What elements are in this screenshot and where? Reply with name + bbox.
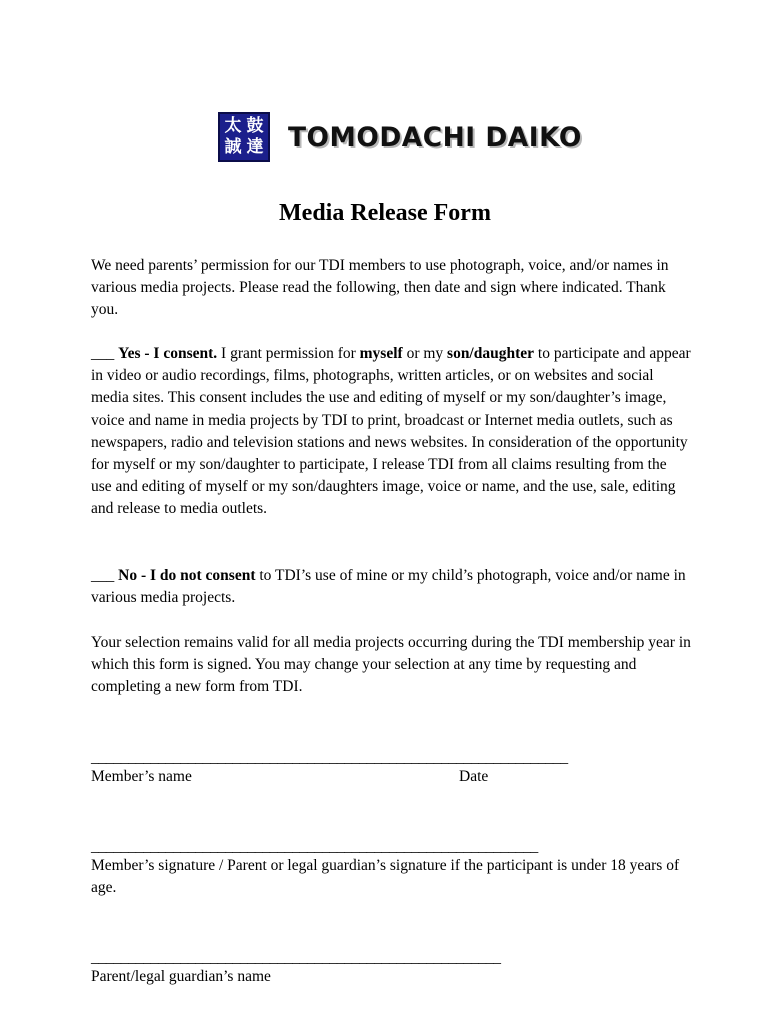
consent-yes-blank[interactable]: ___	[91, 345, 115, 362]
tomodachi-daiko-logo	[218, 112, 588, 162]
consent-no-text: to TDI’s use of mine or my child’s photograph, voice and/or name in various media projects.	[91, 567, 686, 607]
consent-no-blank[interactable]: ___	[91, 567, 115, 584]
emphasis-son-daughter: son/daughter	[447, 345, 535, 362]
member-signature-line[interactable]: ____________________________________________________________	[91, 838, 539, 855]
guardian-name-line[interactable]: _______________________________________________________	[91, 949, 501, 966]
page-title: Media Release Form	[279, 200, 491, 226]
consent-yes-paragraph	[91, 343, 691, 521]
member-signature-label: Member’s signature / Parent or legal guardian’s signature if the participant is under 18 years of age.	[91, 857, 680, 896]
consent-no-heading: No - I do not consent	[118, 567, 256, 584]
date-label: Date	[459, 768, 489, 785]
consent-yes-heading: Yes - I consent.	[118, 345, 218, 362]
validity-paragraph: Your selection remains valid for all media projects occurring during the TDI membership year in which this form is signed. You may change your selection at any time by requesting and completing a new form from TDI.	[91, 634, 691, 696]
kanji-char: 太	[224, 116, 242, 136]
guardian-name-label: Parent/legal guardian’s name	[91, 968, 271, 985]
kanji-emblem-icon	[218, 112, 270, 162]
emphasis-myself: myself	[359, 345, 403, 362]
member-name-label: Member’s name	[91, 768, 192, 785]
kanji-char: 達	[246, 137, 264, 157]
kanji-char: 鼓	[246, 116, 264, 136]
kanji-char: 誠	[224, 137, 242, 157]
intro-paragraph: We need parents’ permission for our TDI members to use photograph, voice, and/or names in various media projects. Please read the following, then date and sign where indicated. Thank you.	[91, 257, 669, 319]
consent-no-paragraph	[91, 565, 691, 609]
consent-yes-text: to participate and appear in video or audio recordings, films, photographs, written articles, or on websites and social media sites. This consent includes the use and editing of myself or my son/daughter’s image, voice and name in media projects by TDI to print, broadcast or Internet media outlets, such as newspapers, radio and television stations and news websites. In consideration of the opportunity for myself or my son/daughter to participate, I release TDI from all claims resulting from the use and editing of myself or my son/daughters image, voice or name, and the use, sale, editing and release to media outlets.	[91, 345, 691, 518]
consent-yes-text: I grant permission for	[217, 345, 360, 362]
consent-yes-text: or my	[402, 345, 448, 362]
member-name-date-signature-line[interactable]: ________________________________________________________________	[91, 749, 568, 766]
logo-wordmark: TOMODACHI DAIKO	[288, 121, 582, 153]
